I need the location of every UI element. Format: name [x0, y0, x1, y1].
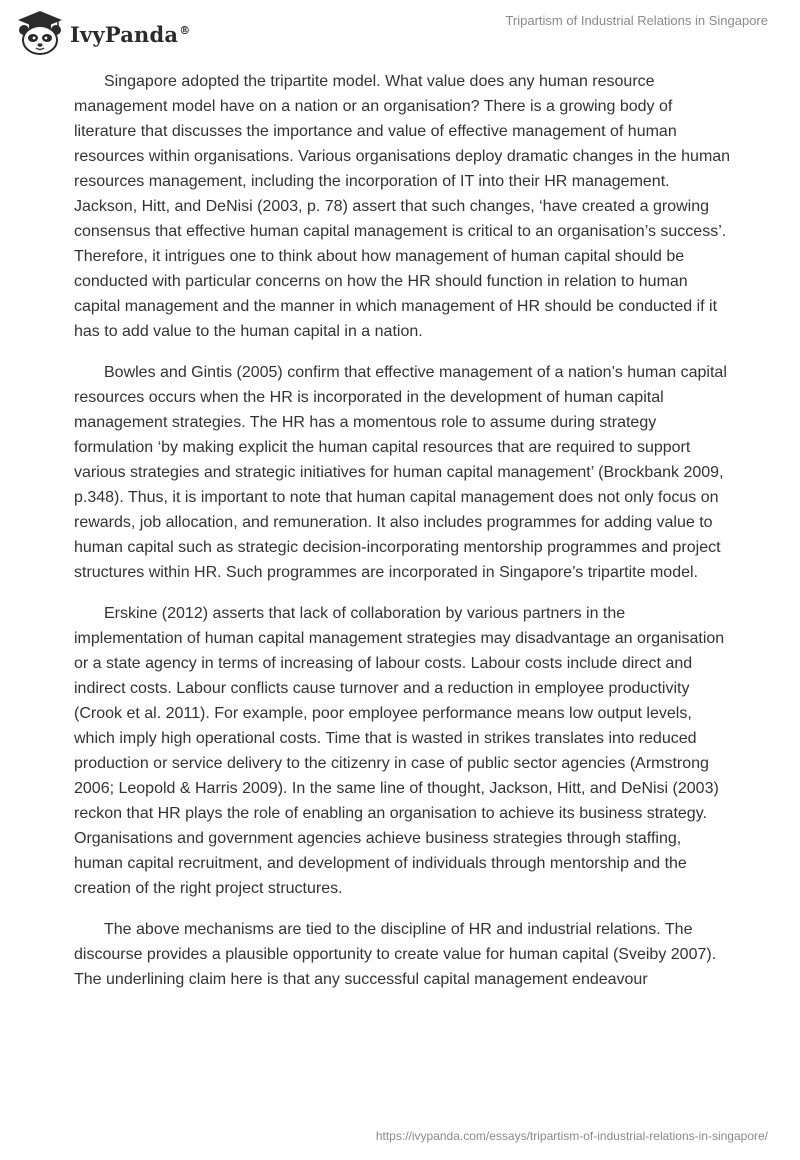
ivypanda-logo[interactable] [14, 8, 190, 56]
page-header [0, 0, 800, 70]
document-title: Tripartism of Industrial Relations in Singapore [505, 13, 768, 28]
paragraph-2: Bowles and Gintis (2005) confirm that effective management of a nation’s human capital resources occurs when the HR is incorporated in the development of human capital management strategies. The HR has a momentous role to assume during strategy formulation ‘by making explicit the human capital resources that are required to support various strategies and strategic initiatives for human capital management’ (Brockbank 2009, p.348). Thus, it is important to note that human capital management does not only focus on rewards, job allocation, and remuneration. It also includes programmes for adding value to human capital such as strategic decision-incorporating mentorship programmes and project structures within HR. Such programmes are incorporated in Singapore’s tripartite model. [74, 364, 727, 581]
brand-registered-mark: ® [179, 23, 191, 37]
paragraph-1: Singapore adopted the tripartite model. What value does any human resource management model have on a nation or an organisation? There is a growing body of literature that discusses the importance and value of effective management of human resources within organisations. Various organisations deploy dramatic changes in the human resources management, including the incorporation of IT into their HR management. Jackson, Hitt, and DeNisi (2003, p. 78) assert that such changes, ‘have created a growing consensus that effective human capital management is critical to an organisation’s success’. Therefore, it intrigues one to think about how management of human capital should be conducted with particular concerns on how the HR should function in relation to human capital management and the manner in which management of HR should be conducted if it has to add value to the human capital in a nation. [74, 73, 731, 340]
paragraph-3: Erskine (2012) asserts that lack of collaboration by various partners in the implementation of human capital management strategies may disadvantage an organisation or a state agency in terms of increasing of labour costs. Labour costs include direct and indirect costs. Labour conflicts cause turnover and a reduction in employee productivity (Crook et al. 2011). For example, poor employee performance means low output levels, which imply high operational costs. Time that is wasted in strikes translates into reduced production or service delivery to the citizenry in case of public sector agencies (Armstrong 2006; Leopold & Harris 2009). In the same line of thought, Jackson, Hitt, and DeNisi (2003) reckon that HR plays the role of enabling an organisation to achieve its business strategy. Organisations and government agencies achieve business strategies through staffing, human capital recruitment, and development of individuals through mentorship and the creation of the right project structures. [74, 605, 725, 897]
panda-graduate-icon [14, 8, 64, 56]
brand-name-text: IvyPanda [70, 21, 179, 47]
source-url[interactable]: https://ivypanda.com/essays/tripartism-of-industrial-relations-in-singapore/ [375, 1129, 768, 1143]
paragraph-4: The above mechanisms are tied to the discipline of HR and industrial relations. The discourse provides a plausible opportunity to create value for human capital (Sveiby 2007). The underlining claim here is that any successful capital management endeavour [74, 921, 717, 988]
essay-body [74, 69, 734, 1008]
brand-name [70, 22, 190, 47]
